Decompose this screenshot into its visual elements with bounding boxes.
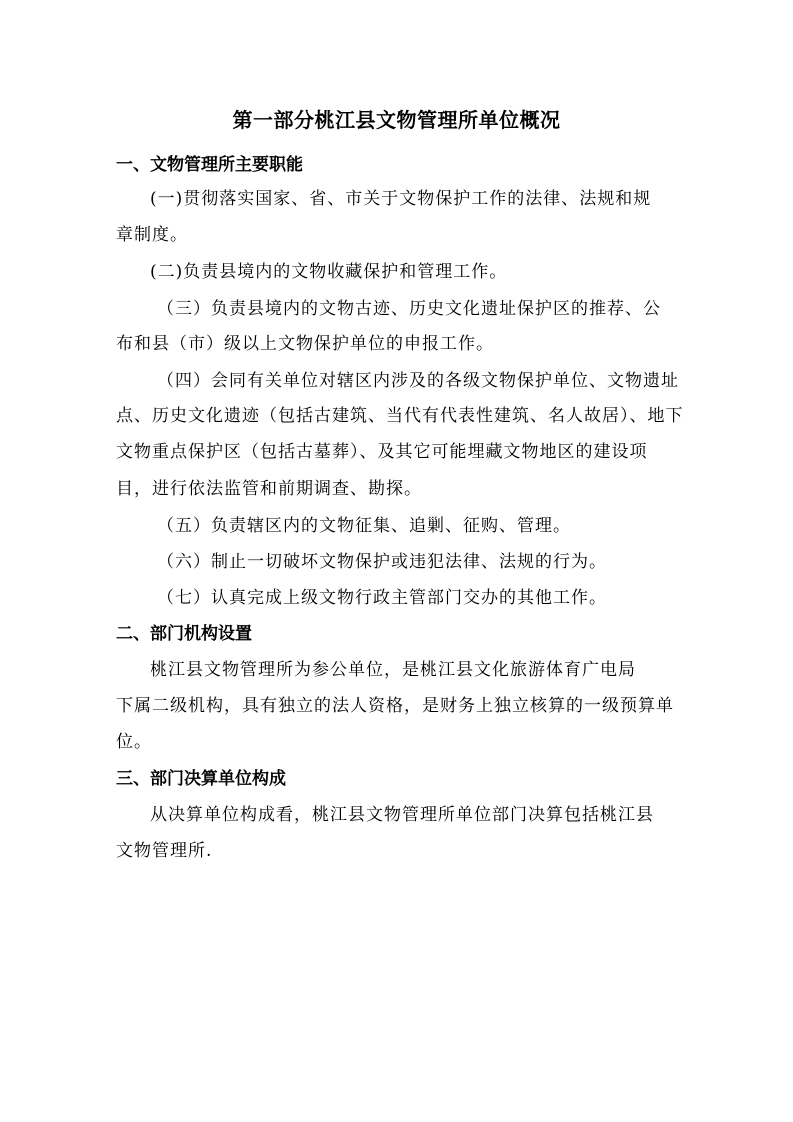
paragraph-line: （六）制止一切破坏文物保护或违犯法律、法规的行为。	[157, 552, 607, 572]
paragraph-line: 文物重点保护区（包括古墓葬）、及其它可能埋藏文物地区的建设项	[116, 442, 648, 462]
paragraph-line: （五）负责辖区内的文物征集、追剿、征购、管理。	[157, 516, 571, 536]
paragraph-line: 章制度。	[116, 225, 188, 245]
paragraph-line: 布和县（市）级以上文物保护单位的申报工作。	[116, 334, 494, 354]
paragraph-line: 下属二级机构，具有独立的法人资格，是财务上独立核算的一级预算单	[116, 696, 674, 716]
paragraph-line: 桃江县文物管理所为参公单位，是桃江县文化旅游体育广电局	[150, 660, 636, 680]
paragraph-line: 位。	[116, 732, 152, 752]
paragraph-line: （四）会同有关单位对辖区内涉及的各级文物保护单位、文物遗址	[157, 371, 679, 391]
paragraph-line: 从决算单位构成看，桃江县文物管理所单位部门决算包括桃江县	[150, 805, 654, 825]
section-heading-composition: 三、部门决算单位构成	[116, 769, 286, 789]
page-title: 第一部分桃江县文物管理所单位概况	[232, 108, 561, 132]
paragraph-line: (二)负责县境内的文物收藏保护和管理工作。	[150, 262, 508, 282]
section-heading-structure: 二、部门机构设置	[116, 624, 252, 644]
paragraph-line: 点、历史文化遗迹（包括古建筑、当代有代表性建筑、名人故居）、地下	[116, 406, 684, 426]
paragraph-line: （七）认真完成上级文物行政主管部门交办的其他工作。	[157, 588, 607, 608]
section-heading-functions: 一、文物管理所主要职能	[116, 155, 303, 175]
paragraph-line: (一)贯彻落实国家、省、市关于文物保护工作的法律、法规和规	[150, 189, 652, 209]
paragraph-line: 文物管理所.	[116, 841, 213, 861]
paragraph-line: （三）负责县境内的文物古迹、历史文化遗址保护区的推荐、公	[157, 299, 661, 319]
paragraph-line: 目，进行依法监管和前期调查、勘探。	[116, 479, 422, 499]
